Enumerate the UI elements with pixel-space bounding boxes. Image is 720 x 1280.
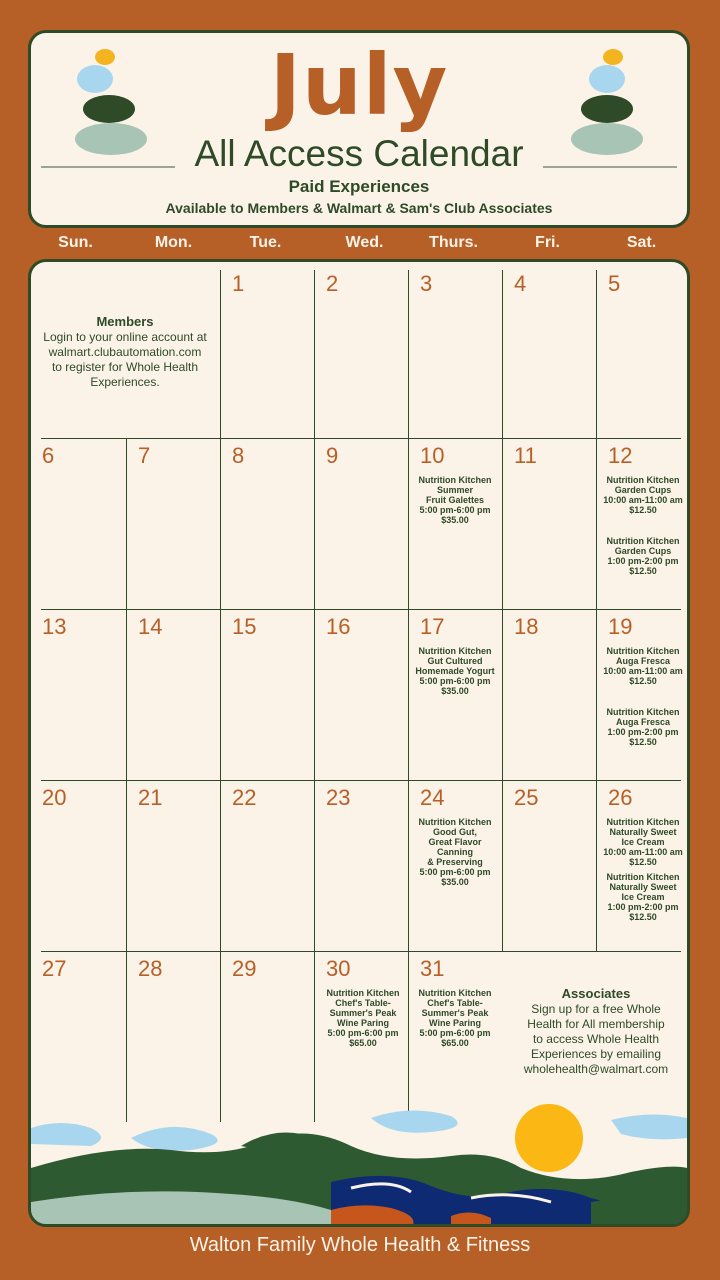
date-number: 22: [232, 785, 257, 810]
event-line: $12.50: [629, 857, 657, 867]
grid-line: [502, 270, 503, 951]
event-line: Naturally Sweet: [609, 827, 677, 837]
event-jul19-afternoon[interactable]: [597, 707, 689, 747]
calendar-subtitle: Paid Experiences: [288, 177, 430, 196]
grid-line: [126, 438, 127, 1122]
event-line: Nutrition Kitchen: [606, 536, 680, 546]
date-number: 1: [232, 271, 245, 296]
event-line: Ice Cream: [621, 892, 665, 902]
event-line: Gut Cultured: [427, 656, 483, 666]
date-number: 14: [138, 614, 163, 639]
weekday-sat: Sat.: [626, 234, 657, 251]
weekday-thu: Thurs.: [429, 234, 478, 251]
date-number: 13: [42, 614, 67, 639]
event-line: Good Gut,: [433, 827, 477, 837]
event-line: Nutrition Kitchen: [606, 872, 680, 882]
date-number: 2: [326, 271, 339, 296]
associates-note: [505, 986, 687, 1077]
grid-line: [41, 780, 681, 781]
date-number: 24: [420, 785, 445, 810]
event-jul12-morning[interactable]: [597, 475, 689, 515]
event-line: 5:00 pm-6:00 pm: [327, 1028, 399, 1038]
event-line: 5:00 pm-6:00 pm: [419, 676, 491, 686]
event-line: 10:00 am-11:00 am: [603, 495, 683, 505]
event-jul12-afternoon[interactable]: [597, 536, 689, 576]
event-line: Nutrition Kitchen: [326, 988, 400, 998]
date-number: 12: [608, 443, 633, 468]
event-jul26-afternoon[interactable]: [597, 872, 689, 922]
event-line: Great Flavor: [428, 837, 482, 847]
event-line: $35.00: [441, 686, 469, 696]
event-line: 10:00 am-11:00 am: [603, 666, 683, 676]
event-line: Summer's Peak: [421, 1008, 489, 1018]
weekday-fri: Fri.: [535, 234, 560, 251]
event-line: Garden Cups: [614, 546, 672, 556]
weekday-mon: Mon.: [154, 234, 193, 251]
event-jul19-morning[interactable]: [597, 646, 689, 686]
event-line: Nutrition Kitchen: [418, 988, 492, 998]
associates-note-line: to access Whole Health: [532, 1032, 660, 1046]
date-number: 8: [232, 443, 245, 468]
associates-heading: Associates: [561, 986, 631, 1001]
associates-note-line: Sign up for a free Whole: [531, 1002, 661, 1016]
event-jul10[interactable]: [409, 475, 501, 525]
grid-line: [41, 438, 681, 439]
event-line: 5:00 pm-6:00 pm: [419, 1028, 491, 1038]
grid-line: [41, 609, 681, 610]
members-note-line: Experiences.: [90, 375, 160, 389]
members-heading: Members: [96, 314, 154, 329]
date-number: 27: [42, 956, 67, 981]
landscape-illustration: [31, 1098, 687, 1227]
event-line: Garden Cups: [614, 485, 672, 495]
date-number: 28: [138, 956, 163, 981]
date-number: 31: [420, 956, 445, 981]
event-line: Fruit Galettes: [425, 495, 484, 505]
month-title: July: [269, 36, 449, 134]
weekday-sun: Sun.: [58, 234, 93, 251]
event-line: $65.00: [349, 1038, 377, 1048]
event-line: 1:00 pm-2:00 pm: [607, 727, 679, 737]
event-line: $12.50: [629, 505, 657, 515]
date-number: 21: [138, 785, 163, 810]
calendar-grid: [28, 259, 690, 1227]
date-number: 18: [514, 614, 539, 639]
grid-line: [220, 270, 221, 1122]
event-line: Naturally Sweet: [609, 882, 677, 892]
event-line: & Preserving: [427, 857, 483, 867]
event-jul24[interactable]: [409, 817, 501, 887]
date-number: 20: [42, 785, 67, 810]
event-line: $65.00: [441, 1038, 469, 1048]
date-number: 16: [326, 614, 351, 639]
event-line: Nutrition Kitchen: [418, 817, 492, 827]
event-line: Wine Paring: [337, 1018, 389, 1028]
date-number: 19: [608, 614, 633, 639]
date-number: 29: [232, 956, 257, 981]
event-line: $35.00: [441, 877, 469, 887]
event-line: Homemade Yogurt: [415, 666, 495, 676]
event-line: Auga Fresca: [615, 656, 671, 666]
date-number: 15: [232, 614, 257, 639]
event-line: $12.50: [629, 912, 657, 922]
members-note-line: Login to your online account at: [43, 330, 207, 344]
weekday-header-row: [28, 234, 690, 258]
event-jul26-morning[interactable]: [597, 817, 689, 867]
associates-email[interactable]: wholehealth@walmart.com: [523, 1062, 669, 1076]
date-number: 9: [326, 443, 339, 468]
date-number: 25: [514, 785, 539, 810]
members-note-line: to register for Whole Health: [51, 360, 199, 374]
weekday-tue: Tue.: [249, 234, 282, 251]
event-line: $12.50: [629, 676, 657, 686]
date-number: 30: [326, 956, 351, 981]
event-line: 1:00 pm-2:00 pm: [607, 902, 679, 912]
date-number: 23: [326, 785, 351, 810]
event-line: Ice Cream: [621, 837, 665, 847]
event-line: Nutrition Kitchen: [606, 817, 680, 827]
event-line: Nutrition Kitchen: [418, 646, 492, 656]
associates-note-line: Experiences by emailing: [530, 1047, 662, 1061]
event-line: Nutrition Kitchen: [418, 475, 492, 485]
weekday-wed: Wed.: [345, 234, 384, 251]
event-line: 1:00 pm-2:00 pm: [607, 556, 679, 566]
grid-line: [314, 270, 315, 1122]
associates-note-line: Health for All membership: [527, 1017, 665, 1031]
event-line: 10:00 am-11:00 am: [603, 847, 683, 857]
event-jul30[interactable]: [317, 988, 409, 1048]
date-number: 10: [420, 443, 445, 468]
date-number: 26: [608, 785, 633, 810]
event-line: Canning: [437, 847, 473, 857]
event-line: $12.50: [629, 566, 657, 576]
date-number: 3: [420, 271, 433, 296]
event-line: Chef's Table-: [335, 998, 391, 1008]
event-line: Auga Fresca: [615, 717, 671, 727]
event-jul31[interactable]: [409, 988, 501, 1048]
date-number: 6: [42, 443, 55, 468]
date-number: 11: [514, 443, 537, 468]
calendar-title: All Access Calendar: [194, 133, 524, 174]
event-line: Nutrition Kitchen: [606, 475, 680, 485]
date-number: 17: [420, 614, 445, 639]
event-line: Nutrition Kitchen: [606, 707, 680, 717]
event-jul17[interactable]: [409, 646, 501, 696]
event-line: $12.50: [629, 737, 657, 747]
event-line: Nutrition Kitchen: [606, 646, 680, 656]
availability-text: Available to Members & Walmart & Sam's Club Associates: [165, 200, 553, 216]
event-line: Summer's Peak: [329, 1008, 397, 1018]
event-line: 5:00 pm-6:00 pm: [419, 867, 491, 877]
footer-brand: Walton Family Whole Health & Fitness: [189, 1234, 531, 1256]
members-note-line: walmart.clubautomation.com: [48, 345, 202, 359]
event-line: 5:00 pm-6:00 pm: [419, 505, 491, 515]
event-line: Wine Paring: [429, 1018, 481, 1028]
event-line: $35.00: [441, 515, 469, 525]
date-number: 7: [138, 443, 151, 468]
header-card: [28, 30, 690, 228]
members-note: [35, 314, 215, 390]
grid-line: [41, 951, 681, 952]
date-number: 5: [608, 271, 621, 296]
event-line: Chef's Table-: [427, 998, 483, 1008]
date-number: 4: [514, 271, 527, 296]
event-line: Summer: [436, 485, 473, 495]
